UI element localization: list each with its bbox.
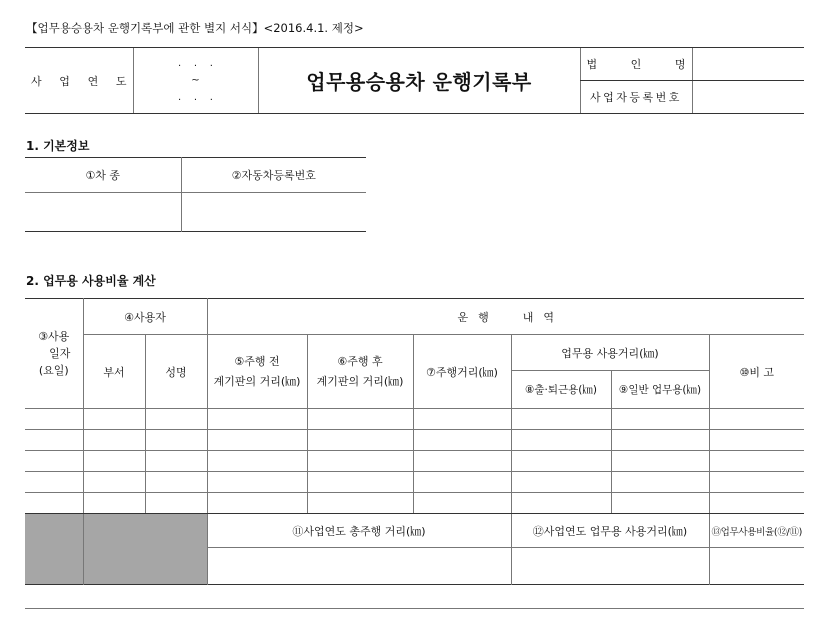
user-header: ④사용자 (83, 299, 207, 335)
business-year-label: 사 업 연 도 (25, 48, 133, 114)
usage-ratio-table (25, 298, 804, 585)
general-biz-header: ⑨일반 업무용(㎞) (611, 371, 709, 409)
operation-header: 운 행 내 역 (207, 299, 804, 335)
car-reg-number-field[interactable] (181, 193, 366, 232)
odo-after-header: ⑥주행 후 계기판의 거리(㎞) (307, 335, 413, 409)
table-row (25, 493, 804, 514)
distance-header: ⑦주행거리(㎞) (413, 335, 511, 409)
business-year-period[interactable]: . . . ~ . . . (133, 48, 258, 114)
biz-ratio-field[interactable] (709, 548, 804, 585)
header-table (25, 47, 804, 114)
total-distance-field[interactable] (207, 548, 511, 585)
table-row (25, 409, 804, 430)
section2-title: 2. 업무용 사용비율 계산 (26, 274, 156, 288)
biz-distance-header: 업무용 사용거리(㎞) (511, 335, 709, 371)
biz-ratio-header: ⑬업무사용비율(⑫/⑪) (709, 514, 804, 548)
corp-name-label: 법 인 명 (580, 48, 692, 81)
page-title: 업무용승용차 운행기록부 (258, 48, 580, 114)
dept-header: 부서 (83, 335, 145, 409)
car-reg-number-header: ②자동차등록번호 (181, 158, 366, 193)
biz-reg-label: 사업자등록번호 (580, 81, 692, 114)
form-reference: 【업무용승용차 운행기록부에 관한 별지 서식】<2016.4.1. 제정> (26, 21, 364, 35)
odo-before-header: ⑤주행 전 계기판의 거리(㎞) (207, 335, 307, 409)
table-row (25, 451, 804, 472)
bottom-rule (25, 608, 804, 609)
car-type-header: ①차 종 (25, 158, 181, 193)
total-biz-distance-field[interactable] (511, 548, 709, 585)
corp-name-field[interactable] (692, 48, 804, 81)
biz-reg-field[interactable] (692, 81, 804, 114)
remarks-header: ⑩비 고 (709, 335, 804, 409)
table-row (25, 472, 804, 493)
name-header: 성명 (145, 335, 207, 409)
total-biz-distance-header: ⑫사업연도 업무용 사용거리(㎞) (511, 514, 709, 548)
use-date-header: ③사용 일자 (요일) (25, 299, 83, 409)
car-type-field[interactable] (25, 193, 181, 232)
total-distance-header: ⑪사업연도 총주행 거리(㎞) (207, 514, 511, 548)
shaded-cell (25, 514, 83, 585)
table-row (25, 430, 804, 451)
basic-info-table (25, 157, 366, 232)
shaded-cell (83, 514, 207, 585)
commute-header: ⑧출·퇴근용(㎞) (511, 371, 611, 409)
section1-title: 1. 기본정보 (26, 139, 90, 153)
